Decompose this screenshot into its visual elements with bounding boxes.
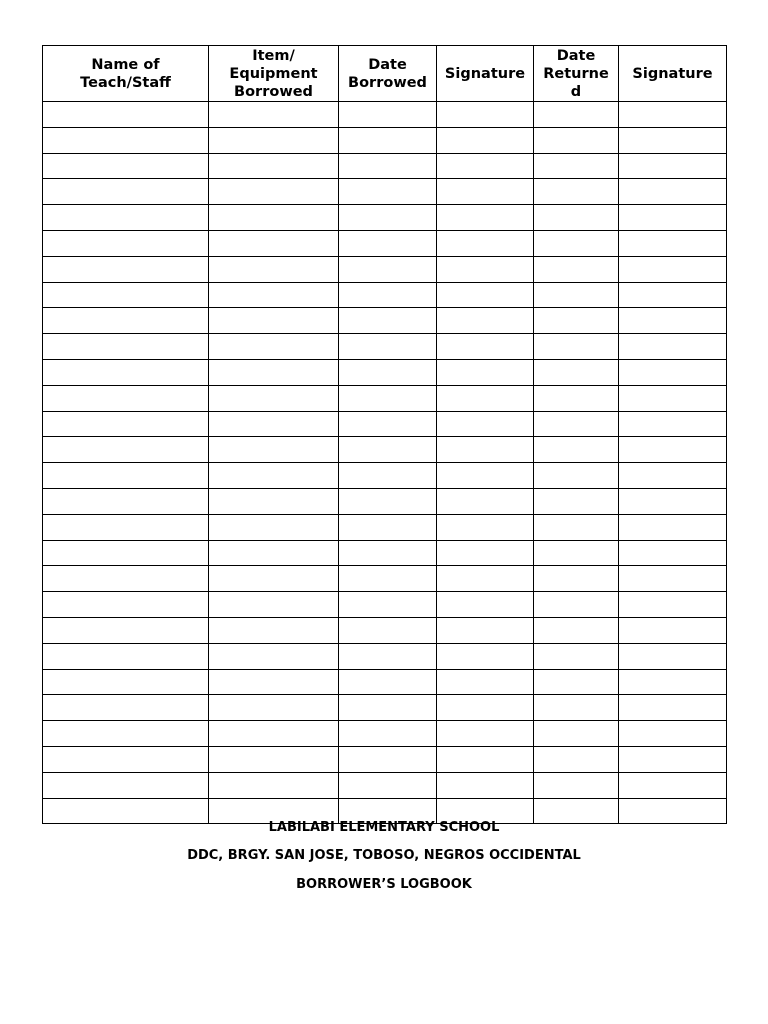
table-cell[interactable] (43, 385, 209, 411)
table-cell[interactable] (534, 695, 619, 721)
table-row (43, 127, 727, 153)
table-row (43, 746, 727, 772)
table-cell[interactable] (209, 669, 339, 695)
table-cell[interactable] (209, 102, 339, 128)
table-cell[interactable] (437, 540, 534, 566)
table-cell[interactable] (534, 437, 619, 463)
table-row (43, 308, 727, 334)
table-cell[interactable] (534, 282, 619, 308)
table-cell[interactable] (43, 230, 209, 256)
table-cell[interactable] (534, 772, 619, 798)
table-cell[interactable] (534, 153, 619, 179)
table-row (43, 488, 727, 514)
table-cell[interactable] (339, 463, 437, 489)
table-cell[interactable] (43, 127, 209, 153)
table-cell[interactable] (437, 721, 534, 747)
table-row (43, 230, 727, 256)
table-cell[interactable] (339, 308, 437, 334)
logbook-title: BORROWER’S LOGBOOK (296, 877, 472, 892)
table-row (43, 153, 727, 179)
table-cell[interactable] (43, 256, 209, 282)
header-date-returned: Date Returne d (534, 46, 619, 102)
table-cell[interactable] (437, 566, 534, 592)
header-name-of-teach-staff: Name of Teach/Staff (43, 46, 209, 102)
table-cell[interactable] (619, 643, 727, 669)
table-cell[interactable] (43, 179, 209, 205)
table-cell[interactable] (339, 179, 437, 205)
table-row (43, 463, 727, 489)
table-cell[interactable] (43, 746, 209, 772)
table-cell[interactable] (534, 514, 619, 540)
table-cell[interactable] (534, 488, 619, 514)
table-cell[interactable] (209, 437, 339, 463)
table-cell[interactable] (437, 230, 534, 256)
table-row (43, 695, 727, 721)
table-cell[interactable] (209, 256, 339, 282)
table-cell[interactable] (209, 746, 339, 772)
table-cell[interactable] (619, 282, 727, 308)
table-cell[interactable] (43, 411, 209, 437)
table-cell[interactable] (534, 746, 619, 772)
table-cell[interactable] (619, 746, 727, 772)
table-cell[interactable] (619, 617, 727, 643)
table-cell[interactable] (43, 437, 209, 463)
table-row (43, 669, 727, 695)
table-cell[interactable] (209, 282, 339, 308)
table-cell[interactable] (534, 643, 619, 669)
table-cell[interactable] (209, 514, 339, 540)
table-cell[interactable] (209, 205, 339, 231)
table-cell[interactable] (209, 617, 339, 643)
table-cell[interactable] (619, 411, 727, 437)
table-cell[interactable] (339, 334, 437, 360)
table-cell[interactable] (43, 617, 209, 643)
table-cell[interactable] (534, 463, 619, 489)
table-cell[interactable] (437, 669, 534, 695)
table-cell[interactable] (619, 205, 727, 231)
table-cell[interactable] (209, 153, 339, 179)
table-row (43, 592, 727, 618)
table-cell[interactable] (534, 334, 619, 360)
table-cell[interactable] (339, 230, 437, 256)
table-cell[interactable] (209, 127, 339, 153)
table-cell[interactable] (619, 772, 727, 798)
table-cell[interactable] (619, 179, 727, 205)
table-cell[interactable] (534, 721, 619, 747)
table-row (43, 617, 727, 643)
table-cell[interactable] (339, 772, 437, 798)
table-cell[interactable] (339, 282, 437, 308)
table-cell[interactable] (43, 359, 209, 385)
table-cell[interactable] (534, 540, 619, 566)
borrowers-logbook-table (42, 45, 727, 824)
table-cell[interactable] (437, 592, 534, 618)
table-cell[interactable] (534, 566, 619, 592)
table-cell[interactable] (43, 540, 209, 566)
table-cell[interactable] (209, 334, 339, 360)
table-cell[interactable] (619, 463, 727, 489)
table-cell[interactable] (339, 746, 437, 772)
table-cell[interactable] (43, 514, 209, 540)
table-cell[interactable] (339, 205, 437, 231)
table-cell[interactable] (619, 669, 727, 695)
table-cell[interactable] (619, 256, 727, 282)
table-cell[interactable] (437, 308, 534, 334)
table-cell[interactable] (619, 437, 727, 463)
table-cell[interactable] (339, 669, 437, 695)
header-date-borrowed: Date Borrowed (339, 46, 437, 102)
table-cell[interactable] (619, 230, 727, 256)
table-cell[interactable] (437, 488, 534, 514)
table-cell[interactable] (437, 695, 534, 721)
table-row (43, 643, 727, 669)
table-cell[interactable] (339, 385, 437, 411)
table-cell[interactable] (437, 334, 534, 360)
table-cell[interactable] (209, 463, 339, 489)
table-cell[interactable] (619, 566, 727, 592)
table-cell[interactable] (209, 643, 339, 669)
table-cell[interactable] (534, 102, 619, 128)
table-cell[interactable] (619, 385, 727, 411)
table-row (43, 566, 727, 592)
table-cell[interactable] (43, 643, 209, 669)
table-cell[interactable] (534, 385, 619, 411)
table-row (43, 540, 727, 566)
school-name: LABILABI ELEMENTARY SCHOOL (268, 820, 500, 835)
table-cell[interactable] (437, 102, 534, 128)
header-row (43, 46, 727, 102)
table-cell[interactable] (619, 359, 727, 385)
table-cell[interactable] (437, 385, 534, 411)
table-cell[interactable] (209, 411, 339, 437)
table-row (43, 282, 727, 308)
table-cell[interactable] (437, 179, 534, 205)
table-cell[interactable] (339, 643, 437, 669)
table-cell[interactable] (534, 617, 619, 643)
table-cell[interactable] (339, 721, 437, 747)
table-cell[interactable] (209, 308, 339, 334)
table-cell[interactable] (339, 695, 437, 721)
header-signature-borrowed: Signature (437, 46, 534, 102)
table-cell[interactable] (534, 669, 619, 695)
table-cell[interactable] (619, 127, 727, 153)
table-cell[interactable] (43, 282, 209, 308)
table-row (43, 256, 727, 282)
header-item-equipment-borrowed: Item/ Equipment Borrowed (209, 46, 339, 102)
table-cell[interactable] (619, 488, 727, 514)
header-signature-returned: Signature (619, 46, 727, 102)
table-cell[interactable] (43, 592, 209, 618)
table-cell[interactable] (43, 334, 209, 360)
table-cell[interactable] (437, 282, 534, 308)
table-cell[interactable] (619, 721, 727, 747)
table-cell[interactable] (339, 514, 437, 540)
school-address: DDC, BRGY. SAN JOSE, TOBOSO, NEGROS OCCIDENTAL (187, 848, 581, 863)
table-cell[interactable] (437, 411, 534, 437)
table-cell[interactable] (339, 592, 437, 618)
table-row (43, 514, 727, 540)
table-cell[interactable] (619, 102, 727, 128)
table-row (43, 411, 727, 437)
table-cell[interactable] (339, 411, 437, 437)
table-row (43, 359, 727, 385)
table-cell[interactable] (437, 256, 534, 282)
table-row (43, 205, 727, 231)
table-cell[interactable] (209, 695, 339, 721)
table-cell[interactable] (437, 746, 534, 772)
table-cell[interactable] (534, 256, 619, 282)
table-cell[interactable] (43, 153, 209, 179)
table-cell[interactable] (43, 463, 209, 489)
table-cell[interactable] (209, 230, 339, 256)
table-cell[interactable] (534, 359, 619, 385)
table-row (43, 437, 727, 463)
table-cell[interactable] (43, 205, 209, 231)
table-cell[interactable] (43, 721, 209, 747)
table-header (43, 46, 727, 102)
table-row (43, 772, 727, 798)
table-cell[interactable] (339, 437, 437, 463)
table-cell[interactable] (339, 566, 437, 592)
table-cell[interactable] (209, 385, 339, 411)
table-cell[interactable] (43, 308, 209, 334)
table-cell[interactable] (43, 488, 209, 514)
table-cell[interactable] (209, 721, 339, 747)
table-cell[interactable] (43, 566, 209, 592)
table-cell[interactable] (619, 153, 727, 179)
table-cell[interactable] (43, 669, 209, 695)
table-cell[interactable] (437, 772, 534, 798)
table-cell[interactable] (534, 592, 619, 618)
table-cell[interactable] (534, 230, 619, 256)
table-cell[interactable] (339, 540, 437, 566)
table-cell[interactable] (209, 488, 339, 514)
table-cell[interactable] (437, 463, 534, 489)
table-cell[interactable] (437, 127, 534, 153)
table-cell[interactable] (339, 617, 437, 643)
table-cell[interactable] (619, 695, 727, 721)
table-cell[interactable] (209, 566, 339, 592)
table-cell[interactable] (534, 127, 619, 153)
table-cell[interactable] (209, 592, 339, 618)
table-cell[interactable] (209, 540, 339, 566)
table-cell[interactable] (339, 102, 437, 128)
table-cell[interactable] (209, 359, 339, 385)
table-cell[interactable] (43, 772, 209, 798)
table-cell[interactable] (339, 488, 437, 514)
table-row (43, 721, 727, 747)
table-cell[interactable] (339, 127, 437, 153)
table-row (43, 385, 727, 411)
table-cell[interactable] (209, 179, 339, 205)
table-cell[interactable] (43, 695, 209, 721)
table-row (43, 334, 727, 360)
table-cell[interactable] (534, 411, 619, 437)
table-cell[interactable] (534, 308, 619, 334)
table-cell[interactable] (43, 102, 209, 128)
table-cell[interactable] (534, 179, 619, 205)
table-cell[interactable] (437, 437, 534, 463)
table-cell[interactable] (619, 592, 727, 618)
table-cell[interactable] (619, 334, 727, 360)
table-cell[interactable] (437, 153, 534, 179)
table-cell[interactable] (339, 359, 437, 385)
table-cell[interactable] (619, 308, 727, 334)
table-cell[interactable] (619, 540, 727, 566)
table-cell[interactable] (339, 153, 437, 179)
table-row (43, 179, 727, 205)
table-cell[interactable] (437, 514, 534, 540)
table-cell[interactable] (437, 205, 534, 231)
table-cell[interactable] (209, 772, 339, 798)
table-body (43, 102, 727, 824)
table-cell[interactable] (534, 205, 619, 231)
table-cell[interactable] (437, 617, 534, 643)
table-cell[interactable] (437, 643, 534, 669)
table-row (43, 102, 727, 128)
table-cell[interactable] (437, 359, 534, 385)
table-cell[interactable] (339, 256, 437, 282)
table-cell[interactable] (619, 514, 727, 540)
